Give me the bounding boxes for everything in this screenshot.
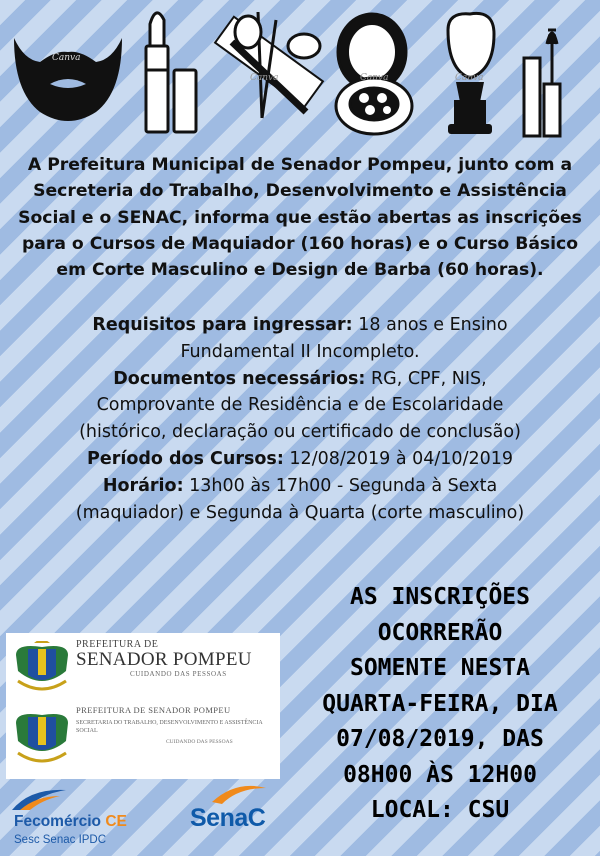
requirements-label: Requisitos para ingressar: [92,315,353,335]
schedule-line: (maquiador) e Segunda à Quarta (corte masculino) [75,502,525,523]
prefeitura-tagline: CUIDANDO DAS PESSOAS [130,670,227,678]
intro-paragraph [18,152,582,283]
prefeitura-small-text: PREFEITURA DE [76,639,159,650]
intro-line: em Corte Masculino e Design de Barba (60 horas). [56,260,544,281]
notice-line: OCORRERÃO [377,619,503,646]
period-label: Período dos Cursos: [87,448,284,469]
compact-powder-icon [336,14,412,134]
fecomercio-ce: CE [105,813,127,830]
documents-line [8,366,592,393]
lipstick-icon [146,13,196,132]
documents-line: Comprovante de Residência e de Escolaridade [96,395,504,416]
prefeitura-logo-1 [76,639,252,678]
shaving-brush-icon [448,13,494,134]
requirements-block [8,312,592,526]
prefeitura-logo-2 [76,705,276,745]
intro-line: Social e o SENAC, informa que estão abertas as inscrições [18,207,582,228]
svg-text:Canva: Canva [250,73,279,83]
fecomercio-logo [8,782,188,852]
registration-notice [290,580,590,829]
period-line [8,446,592,473]
notice-line: 07/08/2019, DAS [336,726,544,752]
mascara-icon [524,30,560,136]
fecomercio-swoosh-icon [10,784,70,814]
svg-text:Canva: Canva [360,73,389,83]
fecomercio-name [14,813,127,831]
requirements-line: Fundamental II Incompleto. [180,341,420,362]
schedule-value: 13h00 às 17h00 - Segunda à Sexta [189,475,498,496]
requirements-value: 18 anos e Ensino [358,315,508,335]
secretaria-tagline: CUIDANDO DAS PESSOAS [166,739,233,745]
secretaria-crest-logo [12,709,72,769]
secretaria-title: PREFEITURA DE SENADOR POMPEU [76,705,231,715]
notice-line: AS INSCRIÇÕES [349,584,530,610]
schedule-line [8,473,592,500]
notice-line: LOCAL: CSU [370,797,510,823]
notice-line: SOMENTE NESTA [349,655,530,681]
watermark-text: Canva [52,53,81,63]
prefeitura-logos-card [6,633,280,779]
fecomercio-name-text: Fecomércio [14,813,102,830]
intro-line: Secreteria do Trabalho, Desenvolvimento e Assistência [33,181,567,202]
secretaria-subtitle: SECRETARIA DO TRABALHO, DESENVOLVIMENTO E ASSISTÊNCIA SOCIAL [76,720,263,734]
fecomercio-subtitle: Sesc Senac IPDC [14,834,107,846]
requirements-line [8,312,592,339]
schedule-label: Horário: [102,475,184,496]
notice-line: 08H00 ÀS 12H00 [343,761,537,788]
prefeitura-crest-logo [12,641,72,697]
intro-line: A Prefeitura Municipal de Senador Pompeu, junto com a [27,155,573,175]
documents-value: RG, CPF, NIS, [370,368,487,389]
documents-line: (histórico, declaração ou certificado de conclusão) [79,422,521,443]
intro-line: para o Cursos de Maquiador (160 horas) e o Curso Básico [21,233,579,254]
senac-logo [188,782,288,852]
period-value: 12/08/2019 à 04/10/2019 [289,448,513,469]
beard-icon [14,38,122,121]
senac-name: SenaC [190,804,266,832]
documents-label: Documentos necessários: [113,368,366,389]
notice-line: QUARTA-FEIRA, DIA [322,690,558,717]
svg-text:Canva: Canva [455,73,484,83]
senac-swoosh-icon [210,782,270,806]
scissors-comb-icon [215,12,323,118]
prefeitura-name: SENADOR POMPEU [76,649,252,670]
icons-row [0,0,600,150]
